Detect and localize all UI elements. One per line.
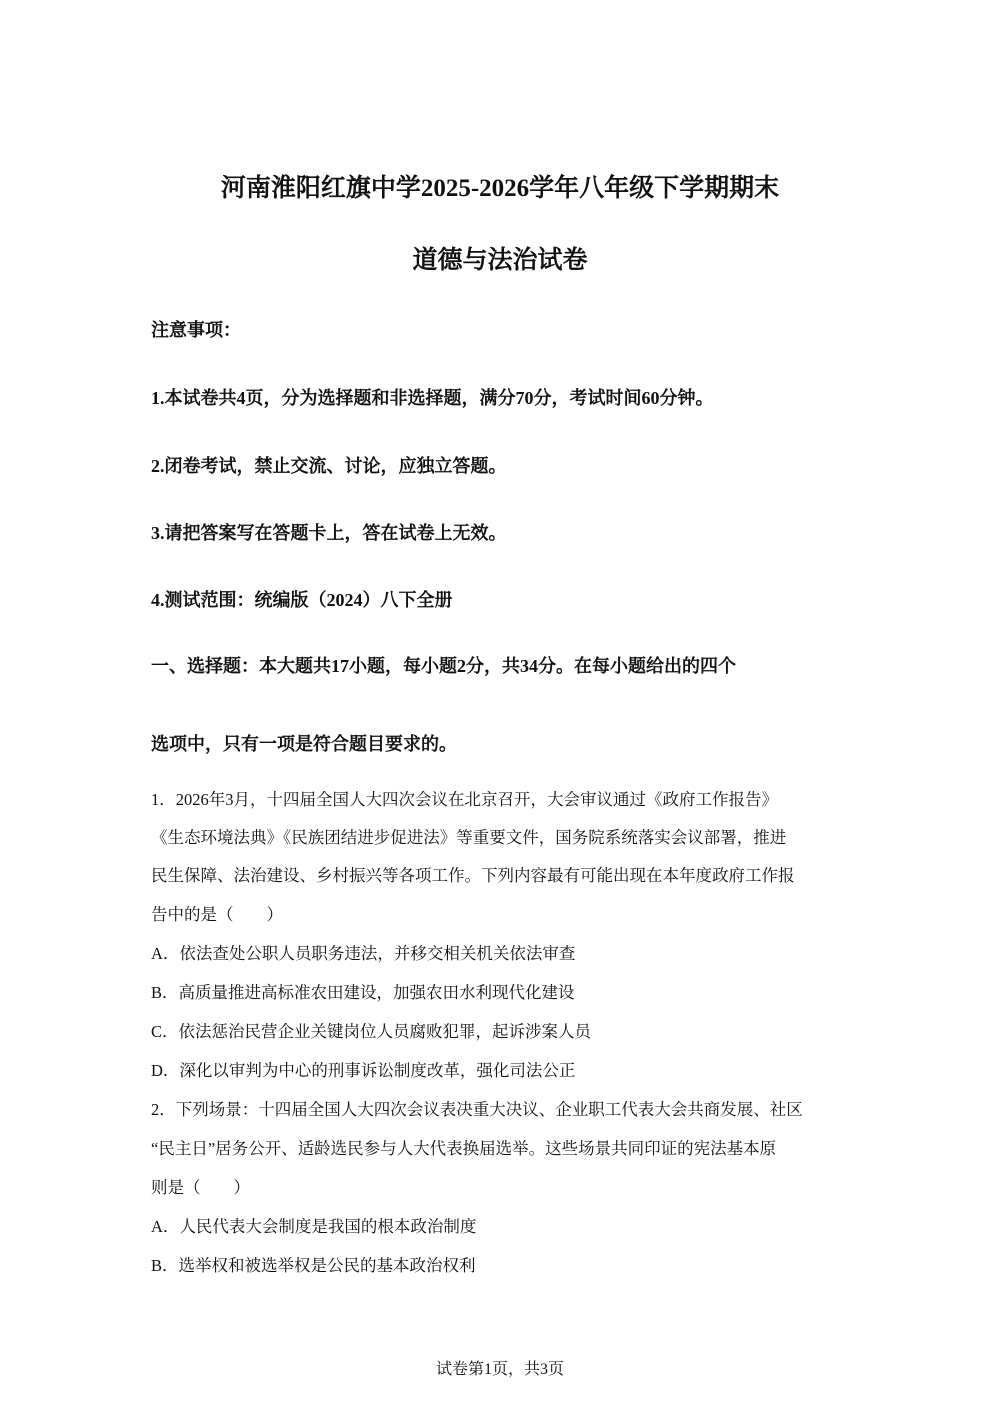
section-heading-line2: 选项中，只有一项是符合题目要求的。	[151, 734, 457, 754]
exam-title-line1: 河南淮阳红旗中学2025-2026学年八年级下学期期末	[220, 175, 780, 202]
question-2-option-a: A．人民代表大会制度是我国的根本政治制度	[151, 1217, 477, 1236]
question-2-stem-line2: “民主日”居务公开、适龄选民参与人大代表换届选举。这些场景共同印证的宪法基本原	[151, 1139, 777, 1158]
question-1-option-c: C．依法惩治民营企业关键岗位人员腐败犯罪，起诉涉案人员	[151, 1022, 592, 1041]
question-2-option-b: B．选举权和被选举权是公民的基本政治权利	[151, 1256, 476, 1275]
notes-item-2: 2.闭卷考试，禁止交流、讨论，应独立答题。	[151, 456, 507, 476]
question-1-option-a: A．依法查处公职人员职务违法，并移交相关机关依法审查	[151, 944, 576, 963]
question-1-stem-line2: 《生态环境法典》《民族团结进步促进法》等重要文件，国务院系统落实会议部署，推进	[151, 828, 787, 847]
question-1-stem-line3: 民生保障、法治建设、乡村振兴等各项工作。下列内容最有可能出现在本年度政府工作报	[151, 866, 795, 885]
question-1-stem-line4: 告中的是（ ）	[151, 905, 283, 924]
notes-item-4: 4.测试范围：统编版（2024）八下全册	[151, 590, 453, 610]
question-1-stem-line1: 1．2026年3月，十四届全国人大四次会议在北京召开，大会审议通过《政府工作报告》	[151, 790, 778, 809]
notes-item-3: 3.请把答案写在答题卡上，答在试卷上无效。	[151, 523, 507, 543]
notes-heading: 注意事项：	[151, 320, 241, 340]
question-2-stem-line1: 2．下列场景：十四届全国人大四次会议表决重大决议、企业职工代表大会共商发展、社区	[151, 1100, 803, 1119]
question-1-option-b: B．高质量推进高标准农田建设，加强农田水利现代化建设	[151, 983, 575, 1002]
question-2-stem-line3: 则是（ ）	[151, 1178, 250, 1197]
question-1-option-d: D．深化以审判为中心的刑事诉讼制度改革，强化司法公正	[151, 1061, 576, 1080]
notes-item-1: 1.本试卷共4页，分为选择题和非选择题，满分70分，考试时间60分钟。	[151, 388, 714, 408]
page-footer: 试卷第1页，共3页	[435, 1361, 564, 1378]
exam-title-line2: 道德与法治试卷	[412, 247, 588, 274]
section-heading-line1: 一、选择题：本大题共17小题，每小题2分，共34分。在每小题给出的四个	[151, 656, 736, 676]
